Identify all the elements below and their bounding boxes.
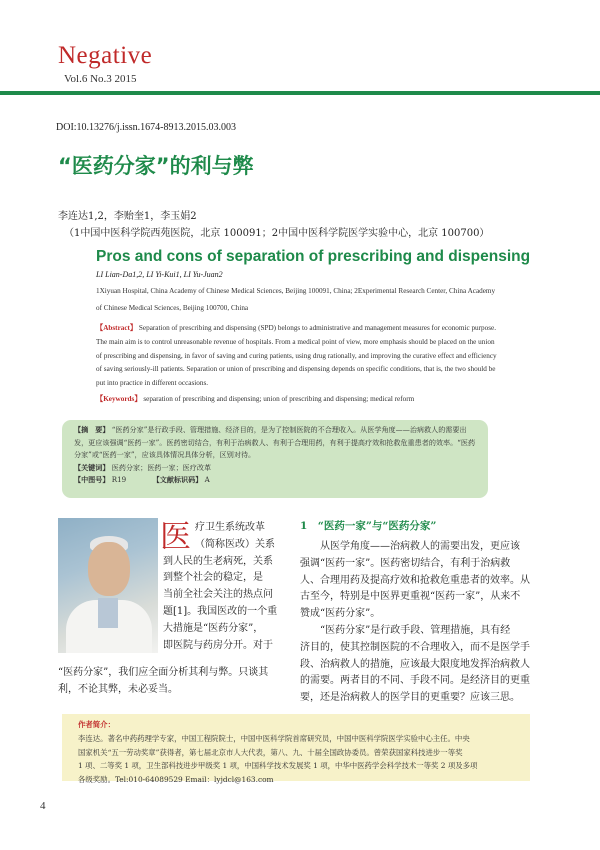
doc-code-label: 【文献标识码】 (152, 475, 203, 485)
article-title-en: Pros and cons of separation of prescribing and dispensing (96, 248, 531, 265)
classification (74, 474, 476, 487)
authors-cn: 李连达1,2，李贻奎1，李玉娟2 (58, 211, 197, 222)
body-line: 利，不论其弊，未必妥当。 (58, 683, 178, 695)
body-line: 强调“医药一家”。医药密切结合，有利于治病救 (300, 557, 511, 569)
keywords-label: 【Keywords】 (96, 394, 142, 403)
body-line: “医药分家”是行政手段、管理措施，具有经 (300, 624, 511, 636)
bio-line: 各级奖励。Tel:010-64089529 Email：lyjdcl@163.com (78, 775, 274, 785)
section-1-title: 1 “医药一家”与“医药分家” (300, 520, 437, 532)
page-number: 4 (40, 800, 46, 812)
keywords-en (96, 393, 498, 407)
doc-code: A (204, 475, 210, 485)
body-line: 当前全社会关注的热点问 (163, 589, 273, 601)
doi[interactable]: DOI:10.13276/j.issn.1674-8913.2015.03.003 (56, 122, 236, 133)
body-line: 从医学角度——治病救人的需要出发，更应该 (300, 541, 520, 552)
affiliation-cn: （1中国中医科学院西苑医院，北京 100091；2中国中医科学院医学实验中心，北京 100700） (64, 228, 490, 239)
keywords-cn-text: 医药分家；医药一家；医疗改革 (111, 462, 212, 472)
affiliation-en: 1Xiyuan Hospital, China Academy of Chinese Medical Sciences, Beijing 100091, China; 2Experimental Research Center, China Academy of Chinese Medical Sciences, Beijing 100700, China (96, 287, 496, 312)
body-line: 大措施是“医药分家”， (163, 622, 264, 634)
keywords-cn-label: 【关键词】 (74, 462, 110, 472)
bio-line (78, 718, 520, 746)
abstract-cn-box (62, 420, 488, 498)
abstract-text: Separation of prescribing and dispensing (SPD) belongs to administrative and management measures for economic purpose. The main aim is to control unreasonable revenue of hospitals. From a medical point of view, more emphasis should be placed on the union of prescribing and dispensing, in favor of saving and curing patients, using drug rationally, and improving the curative effect and efficiency of saving seriously-ill patients. Separation or union of prescribing and dispensing depends on specific conditions, that is, the two should be put into practice in different occasions. (96, 324, 497, 388)
photo-shirt (98, 598, 118, 628)
body-left-full (58, 665, 286, 699)
body-line: 疗卫生系统改革 (195, 522, 265, 533)
authors-en: LI Lian-Da1,2, LI Yi-Kui1, LI Yu-Juan2 (96, 270, 223, 279)
drop-cap: 医 (160, 519, 191, 555)
body-line: 题[1]。我国医改的一个重 (163, 605, 278, 617)
keywords-cn (74, 462, 476, 475)
journal-name: Negative (58, 42, 153, 69)
bio-label: 作者简介： (78, 720, 115, 729)
body-line: 到整个社会的稳定，是 (163, 572, 263, 584)
body-line: 人、合理用药及提高疗效和抢救危重患者的效率。从 (300, 574, 530, 586)
body-line: 济目的，使其控制医院的不合理收入，而不是医学手 (300, 641, 530, 653)
body-line: 段、治病救人的措施，应该最大限度地发挥治病救人 (300, 658, 530, 670)
author-photo (58, 518, 158, 653)
abstract-en (96, 322, 498, 407)
abstract-cn-text: “医药分家”是行政手段、管理措施、经济目的，是为了控制医院的不合理收入。从医学角度——治病救人的需要出发，更应该强调“医药一家”。医药密切结合，有利于治病救人、有利于合理用药，有利于提高疗效和抢救危重患者的效率。“医药分家”或“医药一家”，应该具体情况具体分析，区别对待。 (74, 425, 476, 460)
section-1-body (300, 539, 528, 707)
body-line: 古至今，特别是中医界更重视“医药一家”，从来不 (300, 591, 521, 603)
abstract-cn-label: 【摘 要】 (74, 425, 110, 434)
author-bio-box (62, 714, 530, 785)
clc-label: 【中图号】 (74, 475, 110, 485)
header-divider (0, 91, 600, 95)
volume-issue: Vol.6 No.3 2015 (64, 73, 137, 85)
abstract-cn (74, 424, 476, 462)
body-line: 赞成“医药分家”。 (300, 608, 381, 620)
article-title-cn: “医药分家”的利与弊 (58, 154, 254, 178)
body-line: 的需要。两者目的不同、手段不同。是经济目的更重 (300, 675, 530, 687)
body-line: 要，还是治病救人的医学目的更重要？应该三思。 (300, 692, 520, 704)
body-line: 到人民的生老病死，关系 (163, 555, 273, 567)
keywords-text: separation of prescribing and dispensing; union of prescribing and dispensing; medical reform (143, 394, 415, 403)
bio-text: 李连达。著名中药药理学专家，中国工程院院士，中国中医科学院首席研究员，中国中医科学院医学实验中心主任。中央 (78, 733, 470, 743)
bio-line: 1 项、二等奖 1 项，卫生部科技进步甲级奖 1 项，中国科学技术发展奖 1 项，中华中医药学会科学技术一等奖 2 项及多项 (78, 761, 478, 771)
photo-face (88, 542, 130, 596)
body-left-wrapped (163, 520, 283, 654)
body-line: “医药分家”，我们应全面分析其利与弊。只谈其 (58, 667, 269, 678)
body-line: 即医院与药房分开。对于 (163, 639, 273, 651)
clc-code: R19 (111, 475, 127, 485)
bio-line: 国家机关“五一劳动奖章”获得者，第七届北京市人大代表，第八、九、十届全国政协委员。曾荣获国家科技进步一等奖 (78, 747, 463, 757)
abstract-label: 【Abstract】 (96, 324, 138, 332)
body-line: （简称医改）关系 (195, 538, 275, 550)
